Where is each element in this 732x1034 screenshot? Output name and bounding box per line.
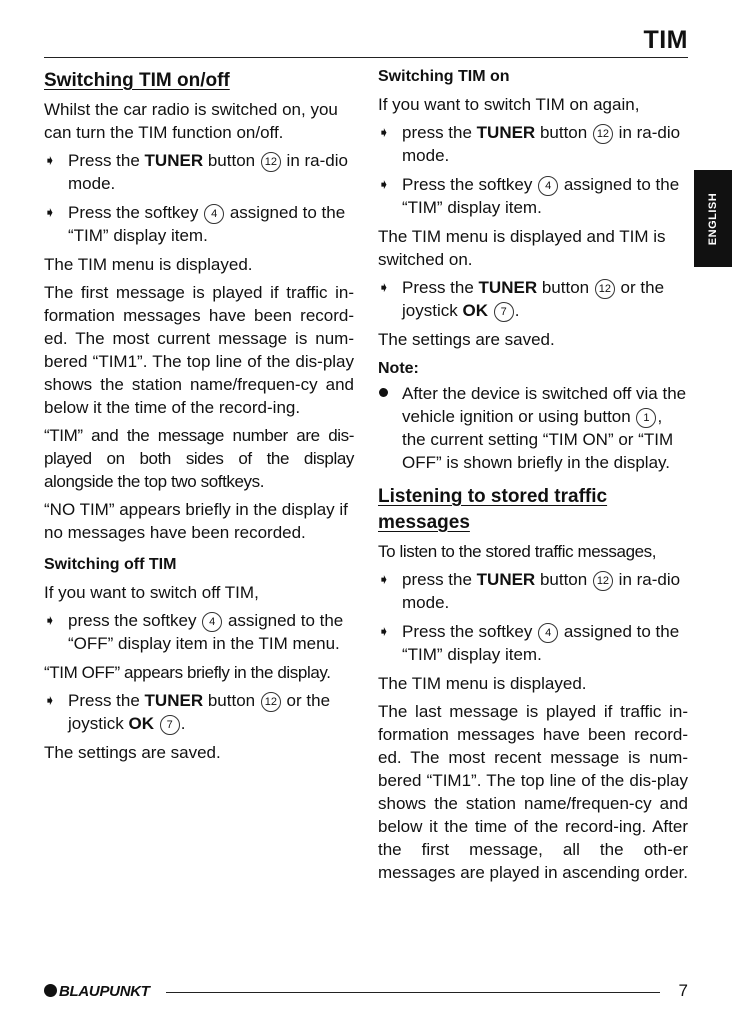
subheading-switching-tim-on: Switching TIM on: [378, 68, 510, 85]
step-key-tuner: TUNER: [476, 570, 536, 589]
arrow-icon: ➧: [378, 623, 390, 639]
language-tab-label: ENGLISH: [707, 192, 719, 245]
paragraph: The settings are saved.: [378, 330, 555, 349]
step-press-tuner: [378, 568, 688, 614]
button-number-badge: 1: [636, 408, 656, 428]
step-text: .: [180, 714, 186, 733]
bullet-icon: [379, 388, 388, 397]
button-number-badge: 12: [595, 279, 615, 299]
step-text: press the softkey: [68, 611, 202, 630]
step-text: press the: [402, 570, 477, 589]
step-key-ok: OK: [462, 301, 488, 320]
step-press-softkey: [378, 620, 688, 666]
step-key-ok: OK: [128, 714, 154, 733]
button-number-badge: 7: [160, 715, 180, 735]
button-number-badge: 12: [261, 692, 281, 712]
paragraph: “TIM OFF” appears briefly in the display.: [44, 663, 331, 682]
paragraph: The TIM menu is displayed.: [44, 255, 253, 274]
step-text: in ra-dio mode.: [68, 151, 348, 193]
step-press-tuner: [44, 149, 354, 195]
step-key-tuner: TUNER: [478, 278, 538, 297]
step-text: Press the softkey: [68, 203, 204, 222]
step-press-softkey-off: [44, 609, 354, 655]
button-number-badge: 12: [261, 152, 281, 172]
step-press-softkey: [44, 201, 354, 247]
paragraph: If you want to switch TIM on again,: [378, 95, 640, 114]
step-text: Press the softkey: [402, 175, 538, 194]
paragraph: The TIM menu is displayed and TIM is switched on.: [378, 227, 666, 269]
paragraph: The TIM menu is displayed.: [378, 674, 587, 693]
step-press-tuner: [378, 121, 688, 167]
step-text: or the joystick: [402, 278, 665, 320]
section-heading-listening-to-stored-traffic-messages: Listening to stored traffic messages: [378, 486, 608, 533]
step-text: press the: [402, 123, 477, 142]
arrow-icon: ➧: [378, 124, 390, 140]
step-press-tuner-or-ok: [44, 689, 354, 735]
arrow-icon: ➧: [44, 204, 56, 220]
left-column: [44, 66, 354, 769]
step-text: in ra-dio mode.: [402, 123, 681, 165]
arrow-icon: ➧: [378, 279, 390, 295]
paragraph: The settings are saved.: [44, 743, 221, 762]
step-text: assigned to the “OFF” display item in the TIM menu.: [68, 611, 344, 653]
right-column: [378, 66, 688, 889]
paragraph: The last message is played if traffic in-formation messages have been record-ed. The most recent message is num-bered “TIM1”. The top line of the dis-play shows the station name/frequen-cy and below it the time of the record-ing. After the first message, all the oth-er messages are played in ascending order.: [378, 702, 688, 882]
step-text: button: [535, 570, 592, 589]
arrow-icon: ➧: [378, 176, 390, 192]
step-text: button: [203, 691, 260, 710]
step-text: or the joystick: [68, 691, 331, 733]
step-text: assigned to the “TIM” display item.: [68, 203, 346, 245]
step-text: assigned to the “TIM” display item.: [402, 175, 680, 217]
section-heading-switching-tim-on-off: Switching TIM on/off: [44, 70, 230, 91]
paragraph-intro: Whilst the car radio is switched on, you can turn the TIM function on/off.: [44, 100, 338, 142]
arrow-icon: ➧: [44, 152, 56, 168]
arrow-icon: ➧: [44, 612, 56, 628]
paragraph: The first message is played if traffic in-formation messages have been record-ed. The most current message is num-bered “TIM1”. The top line of the dis-play shows the station name/frequen-cy and below it the time of the record-ing.: [44, 283, 354, 417]
paragraph: If you want to switch off TIM,: [44, 583, 259, 602]
step-text: Press the: [68, 151, 145, 170]
paragraph: To listen to the stored traffic messages,: [378, 542, 657, 561]
button-number-badge: 4: [538, 623, 558, 643]
step-text: Press the: [402, 278, 479, 297]
paragraph: “NO TIM” appears briefly in the display if no messages have been recorded.: [44, 500, 348, 542]
step-text: Press the: [68, 691, 145, 710]
button-number-badge: 4: [538, 176, 558, 196]
page-header-title: TIM: [643, 26, 688, 54]
note-text: After the device is switched off via the vehicle ignition or using button: [402, 384, 687, 426]
paragraph: “TIM” and the message number are dis-played on both sides of the display alongside the top two softkeys.: [44, 426, 354, 491]
step-text: button: [535, 123, 592, 142]
note-item: [378, 382, 688, 474]
step-text: in ra-dio mode.: [402, 570, 681, 612]
button-number-badge: 4: [202, 612, 222, 632]
footer-rule: [166, 992, 660, 993]
step-text: Press the softkey: [402, 622, 538, 641]
step-key-tuner: TUNER: [144, 151, 204, 170]
brand-logo: [44, 983, 154, 1000]
note-text: , the current setting “TIM ON” or “TIM OFF” is shown briefly in the display.: [402, 407, 674, 472]
step-press-tuner-or-ok: [378, 276, 688, 322]
header-rule: [44, 57, 688, 58]
page-number: 7: [678, 981, 688, 1000]
arrow-icon: ➧: [44, 692, 56, 708]
note-label: Note:: [378, 360, 419, 377]
button-number-badge: 7: [494, 302, 514, 322]
step-text: button: [537, 278, 594, 297]
subheading-switching-off-tim: Switching off TIM: [44, 556, 177, 573]
language-tab: [694, 170, 732, 267]
logo-dot-icon: [44, 984, 57, 997]
button-number-badge: 4: [204, 204, 224, 224]
step-text: .: [514, 301, 520, 320]
step-text: assigned to the “TIM” display item.: [402, 622, 680, 664]
step-key-tuner: TUNER: [144, 691, 204, 710]
button-number-badge: 12: [593, 571, 613, 591]
brand-name: BLAUPUNKT: [59, 983, 150, 1000]
step-text: button: [203, 151, 260, 170]
step-press-softkey: [378, 173, 688, 219]
button-number-badge: 12: [593, 124, 613, 144]
step-key-tuner: TUNER: [476, 123, 536, 142]
arrow-icon: ➧: [378, 571, 390, 587]
